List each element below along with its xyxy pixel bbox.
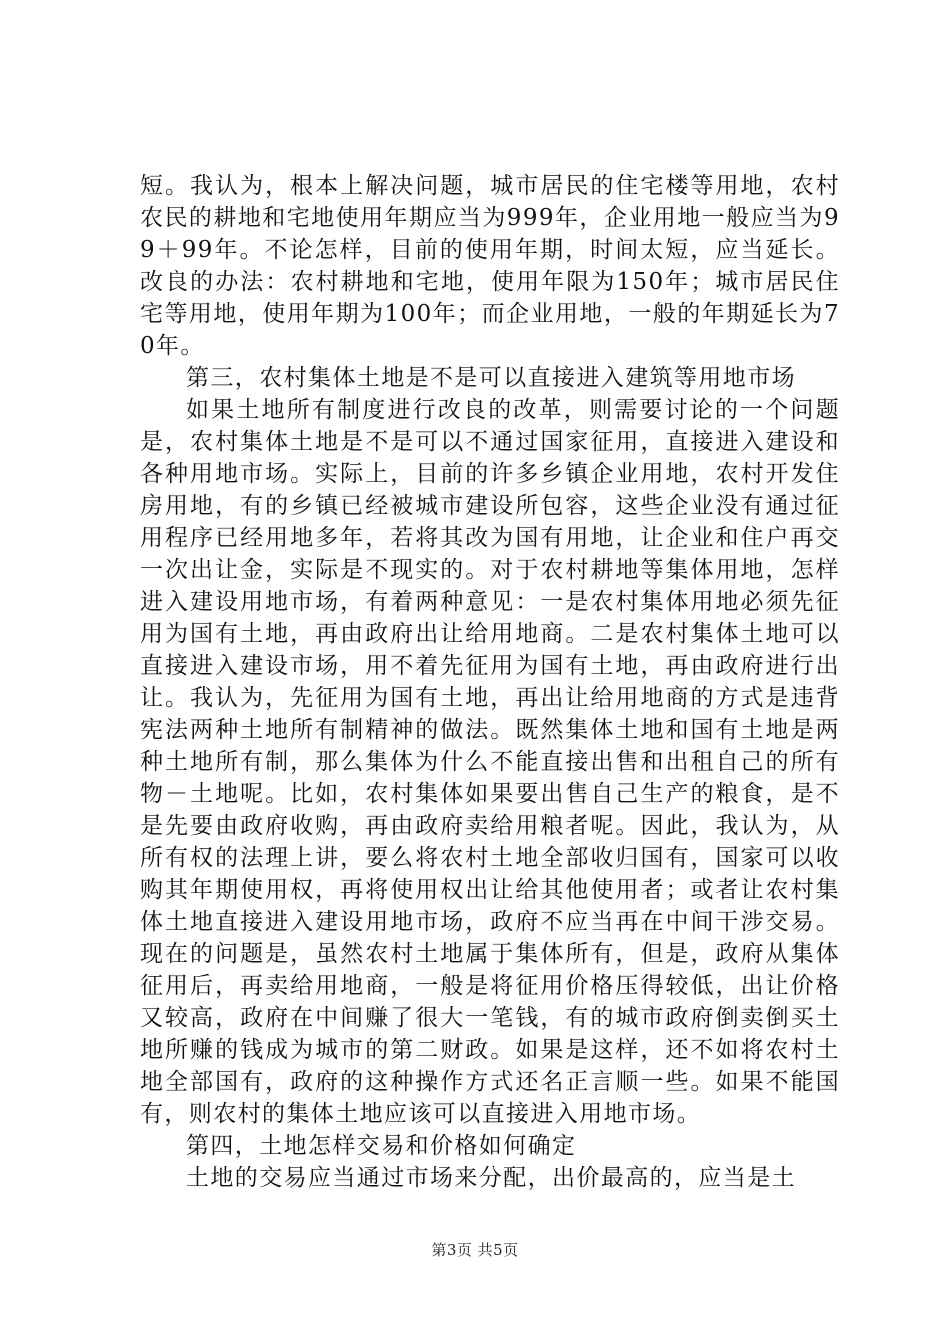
section-heading-third: 第三，农村集体土地是不是可以直接进入建筑等用地市场 bbox=[186, 365, 796, 391]
paragraph-continuation: 短。我认为，根本上解决问题，城市居民的住宅楼等用地，农村农民的耕地和宅地使用年期应当为999年，企业用地一般应当为99＋99年。不论怎样，目前的使用年期，时间太短，应当延长。改良的办法：农村耕地和宅地，使用年限为150年；城市居民住宅等用地，使用年期为100年；而企业用地，一般的年期延长为70年。 bbox=[140, 173, 840, 359]
section-heading-fourth: 第四，土地怎样交易和价格如何确定 bbox=[186, 1133, 577, 1159]
paragraph-land-trading: 土地的交易应当通过市场来分配，出价最高的，应当是土 bbox=[186, 1165, 796, 1191]
document-body bbox=[140, 170, 840, 1194]
page-footer: 第3页 共5页 bbox=[431, 1241, 519, 1259]
paragraph-collective-land: 如果土地所有制度进行改良的改革，则需要讨论的一个问题是，农村集体土地是不是可以不通过国家征用，直接进入建设和各种用地市场。实际上，目前的许多乡镇企业用地，农村开发住房用地，有的乡镇已经被城市建设所包容，这些企业没有通过征用程序已经用地多年，若将其改为国有用地，让企业和住户再交一次出让金，实际是不现实的。对于农村耕地等集体用地，怎样进入建设用地市场，有着两种意见：一是农村集体用地必须先征用为国有土地，再由政府出让给用地商。二是农村集体土地可以直接进入建设市场，用不着先征用为国有土地，再由政府进行出让。我认为，先征用为国有土地，再出让给用地商的方式是违背宪法两种土地所有制精神的做法。既然集体土地和国有土地是两种土地所有制，那么集体为什么不能直接出售和出租自己的所有物－土地呢。比如，农村集体如果要出售自己生产的粮食，是不是先要由政府收购，再由政府卖给用粮者呢。因此，我认为，从所有权的法理上讲，要么将农村土地全部收归国有，国家可以收购其年期使用权，再将使用权出让给其他使用者；或者让农村集体土地直接进入建设用地市场，政府不应当再在中间干涉交易。现在的问题是，虽然农村土地属于集体所有，但是，政府从集体征用后，再卖给用地商，一般是将征用价格压得较低，出让价格又较高，政府在中间赚了很大一笔钱，有的城市政府倒卖倒买土地所赚的钱成为城市的第二财政。如果是这样，还不如将农村土地全部国有，政府的这种操作方式还名正言顺一些。如果不能国有，则农村的集体土地应该可以直接进入用地市场。 bbox=[140, 397, 840, 1127]
